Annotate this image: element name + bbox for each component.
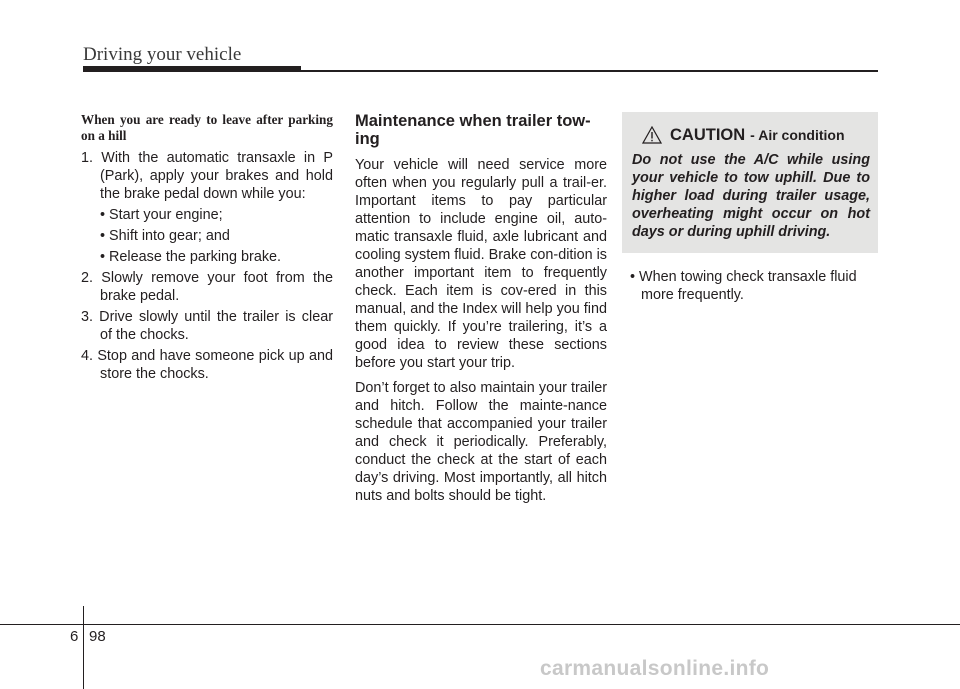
watermark: carmanualsonline.info bbox=[540, 657, 770, 680]
chapter-number: 6 bbox=[70, 628, 79, 645]
column-right bbox=[622, 112, 878, 304]
step-1: 1. With the automatic transaxle in P (Park), apply your brakes and hold the brake pedal down while you: bbox=[81, 150, 333, 202]
page-header-title: Driving your vehicle bbox=[83, 44, 242, 65]
footer-rule bbox=[0, 624, 960, 625]
header-rule-thick bbox=[83, 66, 301, 72]
bullet-start-engine: • Start your engine; bbox=[100, 207, 223, 223]
page-number: 98 bbox=[89, 628, 106, 645]
section-title-maintenance: Maintenance when trailer tow-ing bbox=[355, 112, 591, 148]
step-2: 2. Slowly remove your foot from the brake pedal. bbox=[81, 270, 333, 304]
maintenance-paragraph-1: Your vehicle will need service more often when you regularly pull a trail-er. Important items to pay particular attention to include engine oil, auto-matic transaxle fluid, axle lubricant and cooling system fluid. Brake con-dition is another important item to frequently check. Each item is cov-ered in this manual, and the Index will help you find them quickly. If you’re trailering, it’s a good idea to review these sections before you start your trip. bbox=[355, 157, 607, 371]
header-rule-thin bbox=[301, 70, 878, 72]
bullet-release-brake: • Release the parking brake. bbox=[100, 249, 282, 265]
step-3: 3. Drive slowly until the trailer is clear of the chocks. bbox=[81, 309, 333, 343]
caution-condition: - Air condition bbox=[750, 127, 845, 143]
bullet-check-transaxle-fluid: • When towing check transaxle fluid more frequently. bbox=[630, 269, 857, 303]
bullet-shift-gear: • Shift into gear; and bbox=[100, 228, 230, 244]
column-middle bbox=[355, 112, 607, 512]
warning-triangle-icon bbox=[642, 126, 662, 144]
hill-departure-subheading: When you are ready to leave after parking on a hill bbox=[81, 112, 333, 143]
caution-label: CAUTION bbox=[670, 126, 746, 144]
step-4: 4. Stop and have someone pick up and store the chocks. bbox=[81, 348, 333, 382]
caution-box bbox=[622, 112, 878, 253]
caution-text: Do not use the A/C while using your vehicle to tow uphill. Due to higher load during trailer usage, overheating might occur on hot days or during uphill driving. bbox=[632, 152, 870, 240]
footer-divider bbox=[83, 606, 84, 689]
column-left bbox=[81, 112, 333, 386]
caution-heading bbox=[632, 126, 870, 144]
maintenance-paragraph-2: Don’t forget to also maintain your trailer and hitch. Follow the mainte-nance schedule that accompanied your trailer and check it periodically. Preferably, conduct the check at the start of each day’s driving. Most importantly, all hitch nuts and bolts should be tight. bbox=[355, 380, 607, 504]
